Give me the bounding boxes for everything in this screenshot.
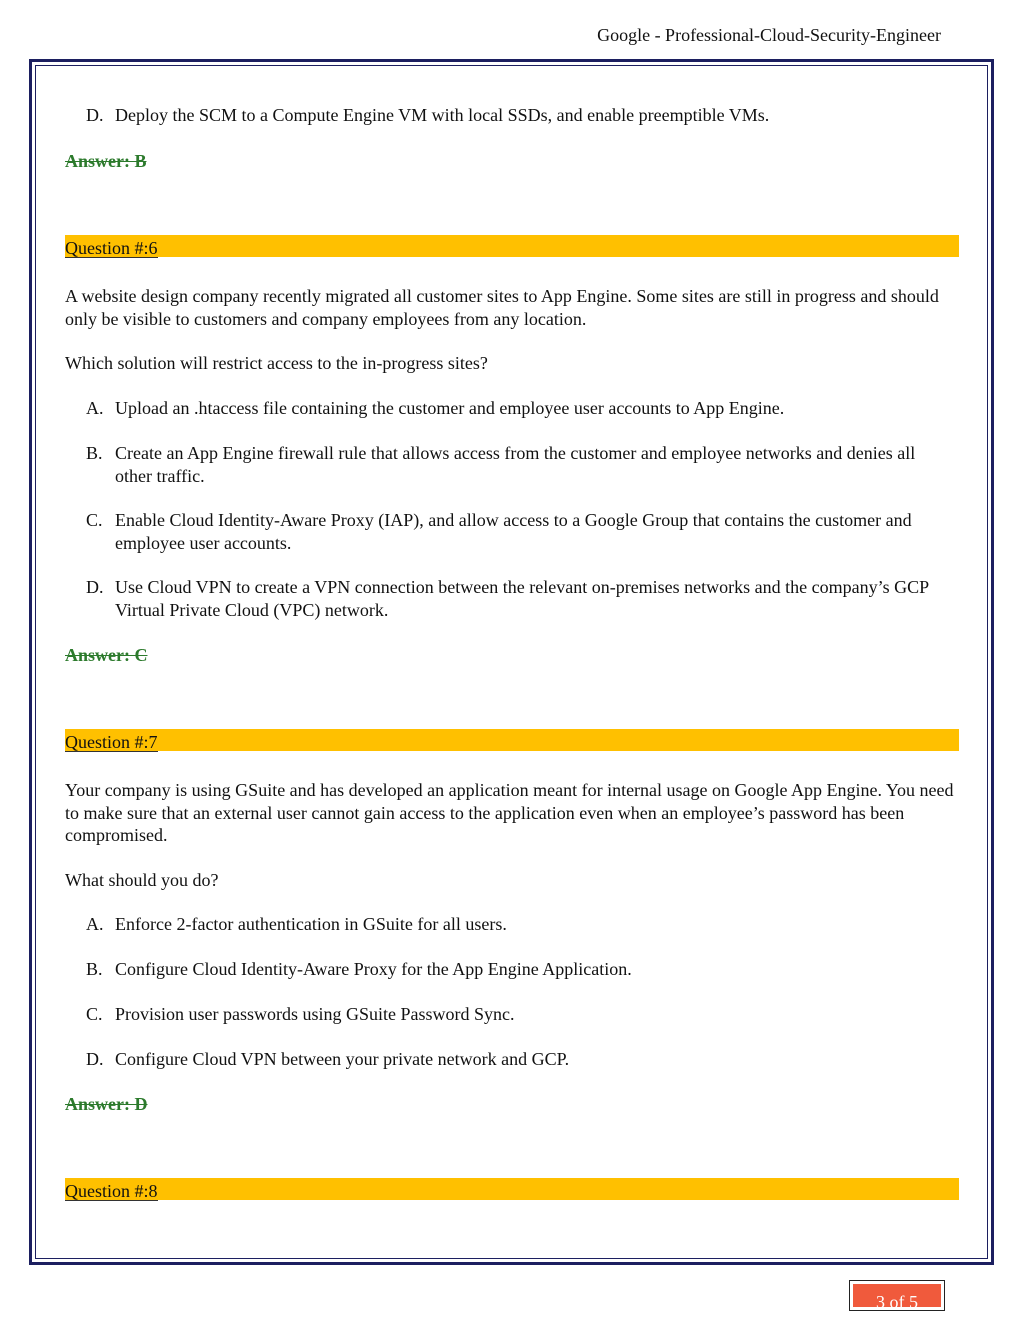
page-number-label: 3 of 5 [876,1292,918,1312]
option-letter: B. [86,443,103,463]
option-letter: A. [86,914,104,934]
option-letter: D. [86,105,104,125]
page-number-badge [849,1280,945,1311]
question-6-prompt: A website design company recently migrated all customer sites to App Engine. Some sites are still in progress and should only be visible to customers and company employees from any location. [65,286,939,329]
question-7-answer: Answer: D [65,1094,148,1114]
option-text: Use Cloud VPN to create a VPN connection between the relevant on-premises networks and the company’s GCP Virtual Private Cloud (VPC) network. [115,577,929,620]
question-7-prompt: Your company is using GSuite and has developed an application meant for internal usage on Google App Engine. You need to make sure that an external user cannot gain access to the application even when an employee’s password has been compromised. [65,780,954,845]
document-header-title: Google - Professional-Cloud-Security-Engineer [597,25,941,45]
option-letter: D. [86,577,104,597]
question-6-ask: Which solution will restrict access to the in-progress sites? [65,353,488,373]
option-letter: A. [86,398,104,418]
option-text: Deploy the SCM to a Compute Engine VM with local SSDs, and enable preemptible VMs. [115,105,770,125]
option-letter: C. [86,1004,103,1024]
question-7-ask: What should you do? [65,870,219,890]
question-8-label: Question #:8 [65,1178,158,1201]
option-letter: D. [86,1049,104,1069]
option-text: Upload an .htaccess file containing the customer and employee user accounts to App Engine. [115,398,785,418]
question-7-label: Question #:7 [65,729,158,752]
question-6-header-bar [65,235,959,257]
option-text: Enable Cloud Identity-Aware Proxy (IAP), and allow access to a Google Group that contains the customer and employee user accounts. [115,510,912,553]
page-number-fill [853,1284,941,1312]
option-text: Configure Cloud VPN between your private network and GCP. [115,1049,570,1069]
option-text: Provision user passwords using GSuite Password Sync. [115,1004,515,1024]
question-6-answer: Answer: C [65,645,148,665]
option-text: Configure Cloud Identity-Aware Proxy for the App Engine Application. [115,959,632,979]
question-8-header-bar [65,1178,959,1200]
prev-question-answer: Answer: B [65,151,147,171]
option-text: Enforce 2-factor authentication in GSuite for all users. [115,914,507,934]
option-text: Create an App Engine firewall rule that allows access from the customer and employee networks and denies all other traffic. [115,443,916,486]
question-7-header-bar [65,729,959,751]
option-letter: C. [86,510,103,530]
option-letter: B. [86,959,103,979]
question-6-label: Question #:6 [65,235,158,258]
